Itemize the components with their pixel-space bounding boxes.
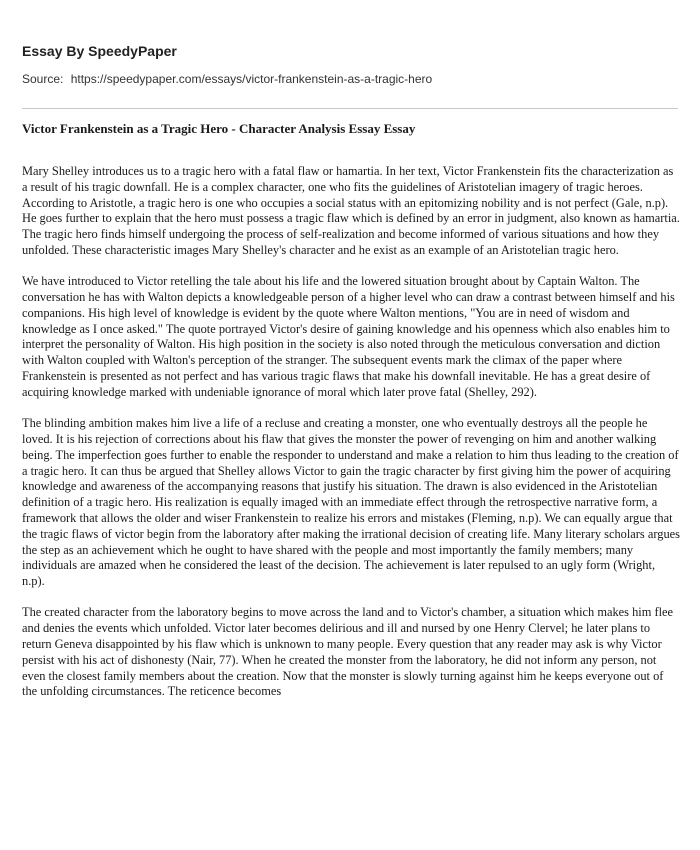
essay-title: Victor Frankenstein as a Tragic Hero - Character Analysis Essay Essay xyxy=(22,121,416,136)
essay-paragraph-1: Mary Shelley introduces us to a tragic hero with a fatal flaw or hamartia. In her text, Victor Frankenstein fits the characterization as a result of his tragic downfall. He is a complex character, one who fits the guidelines of Aristotelian imagery of tragic heroes. According to Aristotle, a tragic hero is one who occupies a social status with an epitomizing nobility and is not perfect (Gale, n.p). He goes further to explain that the hero must possess a tragic flaw which is defined by an error in judgment, also known as hamartia. The tragic hero finds himself undergoing the process of self-realization and become informed of various situations and how they unfolded. These characteristic images Mary Shelley's character and he exist as an example of an Aristotelian tragic hero. xyxy=(22,164,680,257)
source-url-link[interactable]: https://speedypaper.com/essays/victor-frankenstein-as-a-tragic-hero xyxy=(70,72,433,86)
header-divider xyxy=(22,108,678,109)
essay-paragraph-3: The blinding ambition makes him live a life of a recluse and creating a monster, one who eventually destroys all the people he loved. It is his rejection of corrections about his flaw that gives the monster the power of revenging on him and another walking being. The imperfection goes further to enable the responder to understand and make a relation to him thus leading to the creation of a tragic hero. It can thus be argued that Shelley allows Victor to gain the tragic character by first giving him the power of acquiring knowledge and awareness of the accompanying reasons that justify his situation. The drawn is also evidenced in the Aristotelian definition of a tragic hero. His realization is equally imaged with an immediate effect through the retrospective narrative form, a framework that allows the older and wiser Frankenstein to realize his errors and mistakes (Fleming, n.p). We can equally argue that the tragic flaws of victor begin from the laboratory after making the irrational decision of creating life. Many literary scholars argues the step as an achievement which he ought to have shared with the people and most importantly the family members; many individuals are amazed when he considered the least of the decision. The achievement is later repulsed to an ugly form (Wright, n.p). xyxy=(22,416,680,589)
source-label: Source: xyxy=(22,72,64,86)
essay-paragraph-4: The created character from the laboratory begins to move across the land and to Victor's chamber, a situation which makes him flee and denies the events which unfolded. Victor later becomes delirious and ill and nursed by one Henry Clervel; he later plans to return Geneva disappointed by his flaw which is unknown to many people. Every question that any reader may ask is why Victor persist with his act of dishonesty (Nair, 77). When he created the monster from the laboratory, he did not inform any person, not even the closest family members about the creation. Now that the monster is slowly turning against him he keeps everyone out of the unfolding circumstances. The reticence becomes xyxy=(22,605,674,699)
site-header-title: Essay By SpeedyPaper xyxy=(22,43,177,59)
source-line xyxy=(22,72,432,86)
essay-paragraph-2: We have introduced to Victor retelling the tale about his life and the lowered situation brought about by Captain Walton. The conversation he has with Walton depicts a knowledgeable person of a higher level who can draw a contrast between himself and his companions. His high level of knowledge is evident by the quote where Walton mentions, "You are in need of wisdom and knowledge as I once asked." The quote portrayed Victor's desire of gaining knowledge and his openness which also enables him to interpret the personality of Walton. His high position in the society is also noted through the meticulous conversation and diction with Walton coupled with Walton's perception of the stranger. The subsequent events mark the climax of the paper where Frankenstein is presented as not perfect and has various tragic flaws that make his downfall inevitable. He has a great desire of acquiring knowledge marked with undeniable ignorance of moral which later prove fatal (Shelley, 292). xyxy=(22,274,675,399)
essay-body xyxy=(22,164,680,716)
